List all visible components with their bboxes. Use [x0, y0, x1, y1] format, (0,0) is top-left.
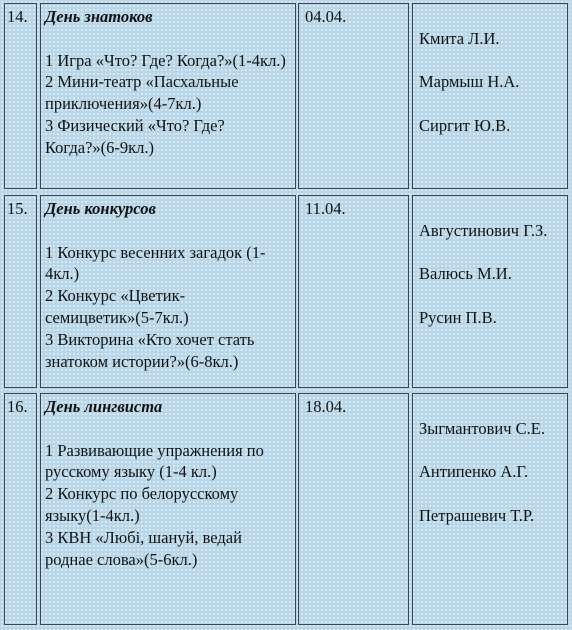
- date-cell: [298, 195, 409, 388]
- table-row: [0, 192, 572, 388]
- responsible-person: Петрашевич Т.Р.: [419, 505, 535, 525]
- responsible-person: Мармыш Н.А.: [419, 72, 520, 92]
- event-item: 3 КВН «Любі, шануй, ведай роднае слова»(5-6кл.): [45, 527, 242, 569]
- event-item: 1 Развивающие упражнения по русскому языку (1-4 кл.): [45, 440, 264, 482]
- responsible-cell: [412, 195, 568, 388]
- responsible-person: Августинович Г.З.: [419, 220, 548, 240]
- date-cell: [298, 393, 409, 625]
- date-cell: [298, 3, 409, 189]
- event-title: День знатоков: [45, 7, 153, 26]
- row-number-text: 15.: [7, 199, 28, 218]
- event-cell: [40, 393, 296, 625]
- responsible-person: Русин П.В.: [419, 307, 497, 327]
- event-item: 2 Конкурс по белорусскому языку(1-4кл.): [45, 484, 239, 525]
- event-item: 1 Конкурс весенних загадок (1-4кл.): [45, 242, 266, 284]
- event-date: 18.04.: [305, 397, 347, 416]
- row-number: [4, 393, 37, 625]
- event-item: 3 Физический «Что? Где? Когда?»(6-9кл.): [45, 115, 225, 157]
- responsible-cell: [412, 3, 568, 189]
- responsible-person: Кмита Л.И.: [419, 28, 500, 48]
- row-number-text: 14.: [7, 7, 28, 26]
- responsible-person: Зыгмантович С.Е.: [419, 418, 546, 438]
- responsible-person: Сиргит Ю.В.: [419, 115, 511, 135]
- event-cell: [40, 195, 296, 388]
- event-item: 2 Мини-театр «Пасхальные приключения»(4-7кл.): [45, 72, 239, 114]
- event-title: День конкурсов: [45, 199, 156, 218]
- responsible-person: Валюсь М.И.: [419, 264, 512, 284]
- event-title: День лингвиста: [45, 397, 163, 416]
- responsible-person: Антипенко А.Г.: [419, 462, 529, 482]
- row-number: [4, 3, 37, 189]
- responsible-cell: [412, 393, 568, 625]
- row-number-text: 16.: [7, 397, 28, 416]
- row-number: [4, 195, 37, 388]
- table-row: [0, 390, 572, 630]
- table-row: [0, 0, 572, 190]
- event-item: 3 Викторина «Кто хочет стать знатоком истории?»(6-8кл.): [45, 329, 255, 371]
- event-date: 04.04.: [305, 7, 347, 26]
- event-cell: [40, 3, 296, 189]
- event-item: 2 Конкурс «Цветик-семицветик»(5-7кл.): [45, 286, 189, 327]
- event-item: 1 Игра «Что? Где? Когда?»(1-4кл.): [45, 50, 286, 70]
- event-date: 11.04.: [305, 199, 346, 218]
